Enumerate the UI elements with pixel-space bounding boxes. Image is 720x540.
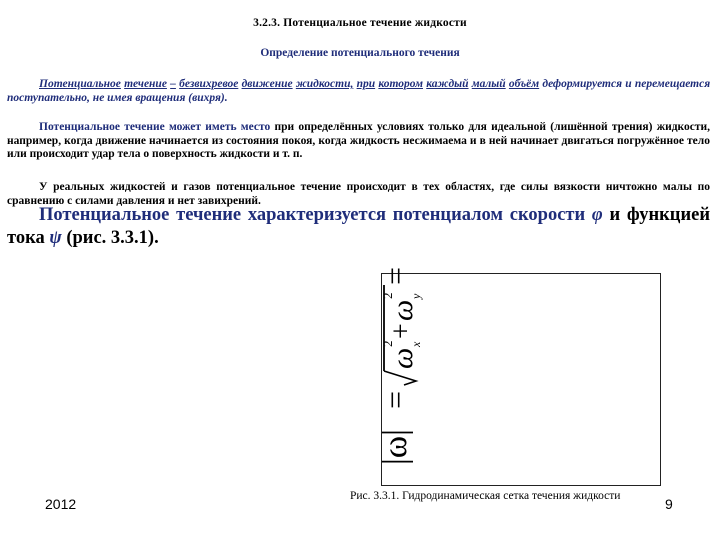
slide-title: 3.2.3. Потенциальное течение жидкости (253, 17, 467, 29)
section-subtitle: Определение потенциального течения (260, 47, 460, 59)
characterization-lead: Потенциальное течение характеризуется потенциалом скорости (39, 205, 586, 225)
definition-word: при (356, 78, 376, 90)
sub-y: y (409, 293, 423, 299)
definition-word: движение (241, 78, 293, 90)
definition-word: котором (378, 78, 423, 90)
real-fluids-text: У реальных жидкостей и газов потенциальное течение происходит в тех областях, где силы вязкости ничтожно малы по сравнению с силами давления и нет завихрений. (7, 181, 710, 207)
definition-word: малый (471, 78, 506, 90)
phi-symbol: φ (591, 205, 603, 225)
definition-word: безвихревое (179, 78, 239, 90)
conditions-paragraph (7, 121, 710, 162)
sub-x: x (409, 341, 423, 347)
conditions-text: при определённых условиях только для идеальной (лишённой трения) жидкости, например, когда движение начинается из состояния покоя, когда жидкость несжимаема и в ней начинает двигаться погружённое тело или происходит удар тела о поверхность жидкости и т. п. (7, 121, 710, 160)
formula-figure (377, 266, 661, 486)
equals-sign: = (377, 390, 413, 409)
definition-word: жидкости, (295, 78, 354, 90)
formula-lhs: |ω| (377, 429, 414, 465)
conditions-lead: Потенциальное течение может иметь место (39, 121, 271, 133)
figure-reference: (рис. 3.3.1). (61, 228, 159, 248)
definition-word: течение (124, 78, 167, 90)
definition-paragraph (7, 78, 710, 105)
plus-sign: + (386, 323, 417, 339)
figure-caption: Рис. 3.3.1. Гидродинамическая сетка течения жидкости (350, 490, 621, 502)
definition-word: объём (508, 78, 540, 90)
characterization-paragraph (7, 204, 710, 250)
psi-symbol: ψ (49, 228, 62, 248)
equals-sign: = (377, 266, 413, 285)
radical-sign (384, 371, 416, 385)
page-number: 9 (665, 496, 673, 512)
footer-year: 2012 (45, 496, 77, 512)
definition-word: каждый (426, 78, 469, 90)
square: 2 (380, 340, 395, 347)
definition-rest: деформируется и перемещается поступательно, не имея вращения (вихря). (7, 78, 711, 104)
vorticity-formula (377, 266, 660, 485)
omega-y: ω (386, 299, 419, 321)
square: 2 (380, 292, 395, 299)
definition-word: – (170, 78, 176, 90)
definition-word: Потенциальное (39, 78, 121, 90)
stream-function-text: функцией тока (7, 205, 710, 248)
omega-x: ω (386, 347, 419, 369)
and-word: и (602, 205, 627, 225)
